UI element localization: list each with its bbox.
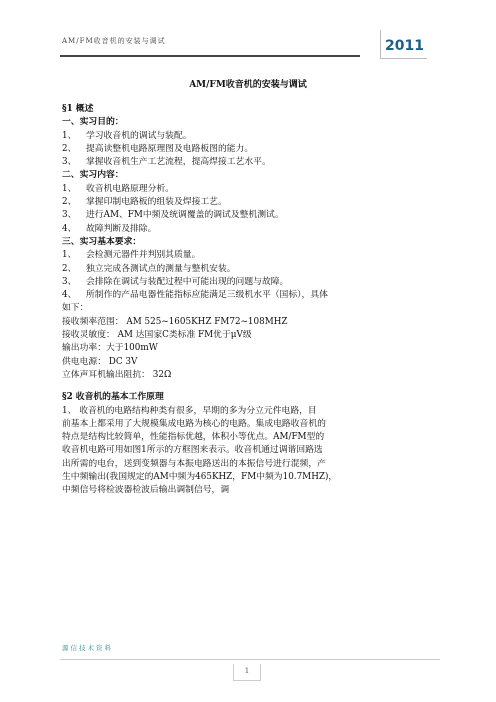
spec-line: 输出功率：大于100mW bbox=[62, 343, 158, 354]
requirements-heading: 三、实习基本要求： bbox=[62, 236, 142, 247]
paragraph-line: 1、 收音机的电路结构种类有很多，早期的多为分立元件电路，目 bbox=[62, 405, 317, 416]
spec-line: 接收灵敏度： AM 达国家C类标准 FM优于μV级 bbox=[62, 330, 252, 341]
footer-brand: 源信技术资料 bbox=[62, 644, 113, 652]
paragraph-line: 收音机电路可用如图1所示的方框图来表示。收音机通过调谐回路选 bbox=[62, 445, 323, 456]
paragraph-line: 生中频输出(我国规定的AM中频为465KHZ，FM中频为10.7MHZ)， bbox=[62, 472, 338, 483]
paragraph-line: 出所需的电台，送到变频器与本振电路送出的本振信号进行混频，产 bbox=[62, 458, 326, 469]
content-heading: 二、实习内容： bbox=[62, 170, 124, 181]
section2-heading: §2 收音机的基本工作原理 bbox=[62, 392, 164, 403]
spec-line: 立体声耳机输出阻抗： 32Ω bbox=[62, 369, 172, 380]
list-item: 1、 学习收音机的调试与装配。 bbox=[62, 130, 192, 141]
paragraph-line: 前基本上都采用了大规模集成电路为核心的电路。集成电路收音机的 bbox=[62, 418, 326, 429]
list-item: 1、 收音机电路原理分析。 bbox=[62, 183, 174, 194]
list-item: 2、 提高读整机电路原理图及电路板图的能力。 bbox=[62, 143, 254, 154]
list-item: 4、 故障判断及排除。 bbox=[62, 223, 157, 234]
paragraph-line: 中频信号将检波器检波后输出调制信号，调 bbox=[62, 485, 230, 496]
document-body bbox=[62, 103, 428, 498]
header-rule bbox=[60, 55, 360, 57]
page-number-box bbox=[233, 664, 261, 681]
list-item: 1、 会检测元器件并判别其质量。 bbox=[62, 250, 201, 261]
spec-line: 供电电源： DC 3V bbox=[62, 356, 138, 367]
list-item: 3、 掌握收音机生产工艺流程，提高焊接工艺水平。 bbox=[62, 157, 271, 168]
spec-line: 接收频率范围： AM 525~1605KHZ FM72~108MHZ bbox=[62, 316, 288, 327]
list-item: 2、 独立完成各测试点的测量与整机安装。 bbox=[62, 263, 236, 274]
page-number: 1 bbox=[244, 667, 250, 675]
list-item: 4、 所制作的产品电器性能指标应能满足三级机水平（国标），具体 bbox=[62, 290, 328, 301]
list-item: 3、 会排除在调试与装配过程中可能出现的问题与故障。 bbox=[62, 276, 289, 287]
list-item-continuation: 如下： bbox=[62, 303, 89, 314]
running-header: AM/FM收音机的安装与调试 bbox=[62, 37, 166, 45]
paragraph-line: 特点是结构比较简单，性能指标优越，体积小等优点。AM/FM型的 bbox=[62, 432, 325, 443]
list-item: 3、 进行AM、FM中频及统调覆盖的调试及整机测试。 bbox=[62, 210, 284, 221]
purpose-heading: 一、实习目的： bbox=[62, 117, 124, 128]
document-title: AM/FM收音机的安装与调试 bbox=[189, 80, 307, 90]
section1-heading: §1 概述 bbox=[62, 104, 94, 114]
list-item: 2、 掌握印制电路板的组装及焊接工艺。 bbox=[62, 197, 227, 208]
header-year: 2011 bbox=[385, 38, 424, 54]
footer-rule bbox=[60, 659, 440, 660]
